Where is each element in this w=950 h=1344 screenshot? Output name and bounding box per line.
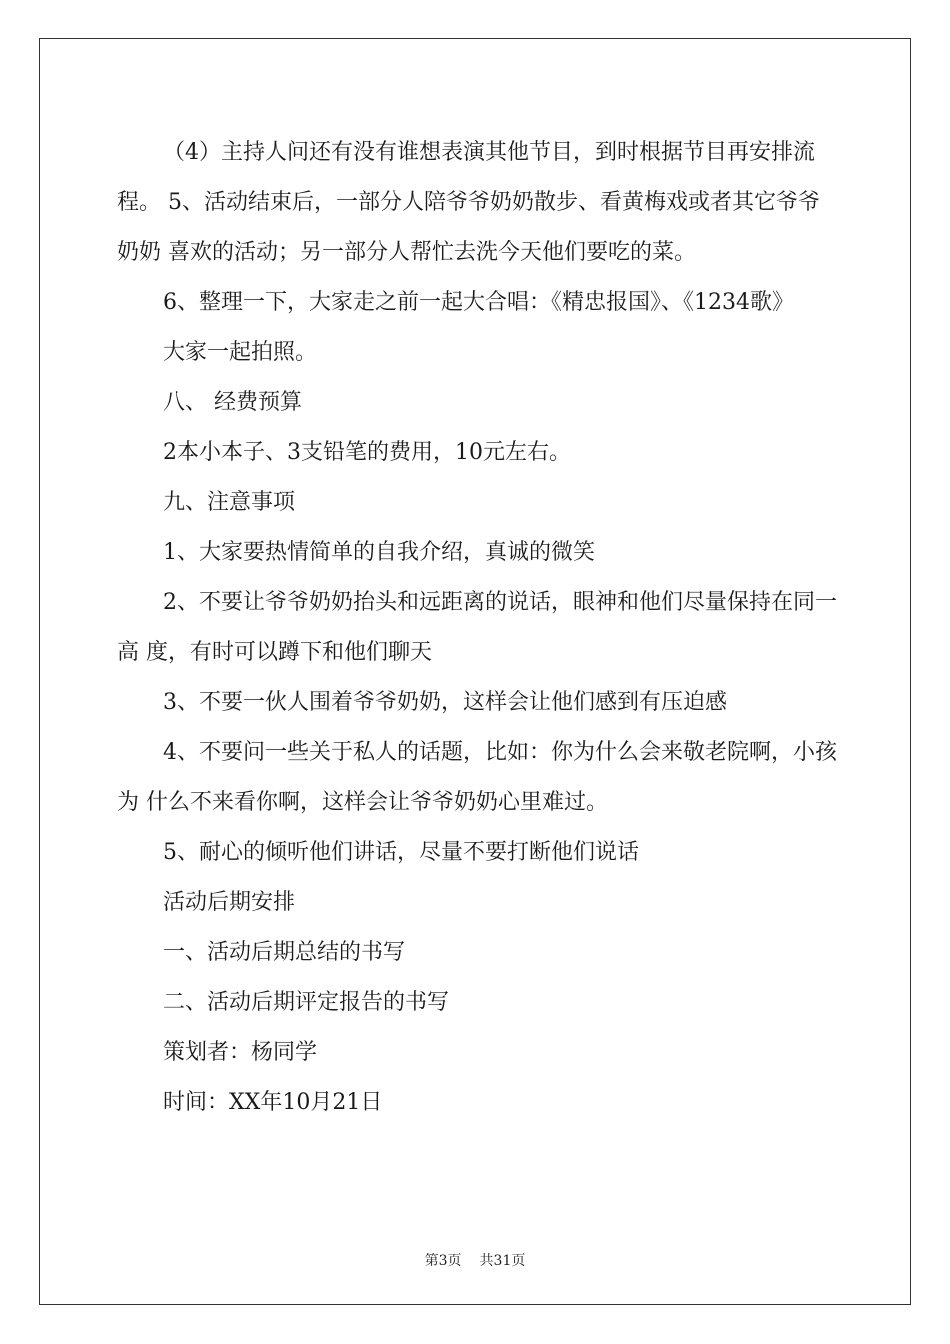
paragraph-chorus: 6、整理一下，大家走之前一起大合唱：《精忠报国》、《1234歌》: [163, 290, 794, 315]
note-item-2: 2、不要让爷爷奶奶抬头和远距离的说话，眼神和他们尽量保持在同一高 度，有时可以蹲下和他们聊天: [117, 590, 837, 665]
heading-post-activity: 活动后期安排: [163, 890, 296, 915]
note-item-5: 5、耐心的倾听他们讲话，尽量不要打断他们说话: [163, 840, 639, 865]
page-footer: [0, 1250, 950, 1270]
note-item-3: 3、不要一伙人围着爷爷奶奶，这样会让他们感到有压迫感: [163, 690, 727, 715]
post-item-2: 二、活动后期评定报告的书写: [163, 990, 450, 1015]
post-item-1: 一、活动后期总结的书写: [163, 940, 406, 965]
note-item-4: 4、不要问一些关于私人的话题，比如：你为什么会来敬老院啊，小孩为 什么不来看你啊，这样会让爷爷奶奶心里难过。: [117, 740, 837, 815]
date-line: 时间：XX年10月21日: [163, 1090, 383, 1115]
paragraph-photo: 大家一起拍照。: [163, 340, 318, 365]
heading-notes: 九、注意事项: [163, 490, 296, 515]
page-total: 共31页: [479, 1253, 526, 1269]
note-item-1: 1、大家要热情简单的自我介绍，真诚的微笑: [163, 540, 595, 565]
heading-budget: 八、 经费预算: [163, 390, 302, 415]
paragraph-activity-flow: （4）主持人问还有没有谁想表演其他节目，到时根据节目再安排流程。 5、活动结束后，一部分人陪爷爷奶奶散步、看黄梅戏或者其它爷爷奶奶 喜欢的活动；另一部分人帮忙去洗今天他们要吃的菜。: [117, 140, 820, 265]
paragraph-budget: 2本小本子、3支铅笔的费用，10元左右。: [163, 440, 571, 465]
document-body: [117, 128, 837, 1128]
page-number: 第3页: [424, 1253, 462, 1269]
planner-line: 策划者：杨同学: [163, 1040, 318, 1065]
